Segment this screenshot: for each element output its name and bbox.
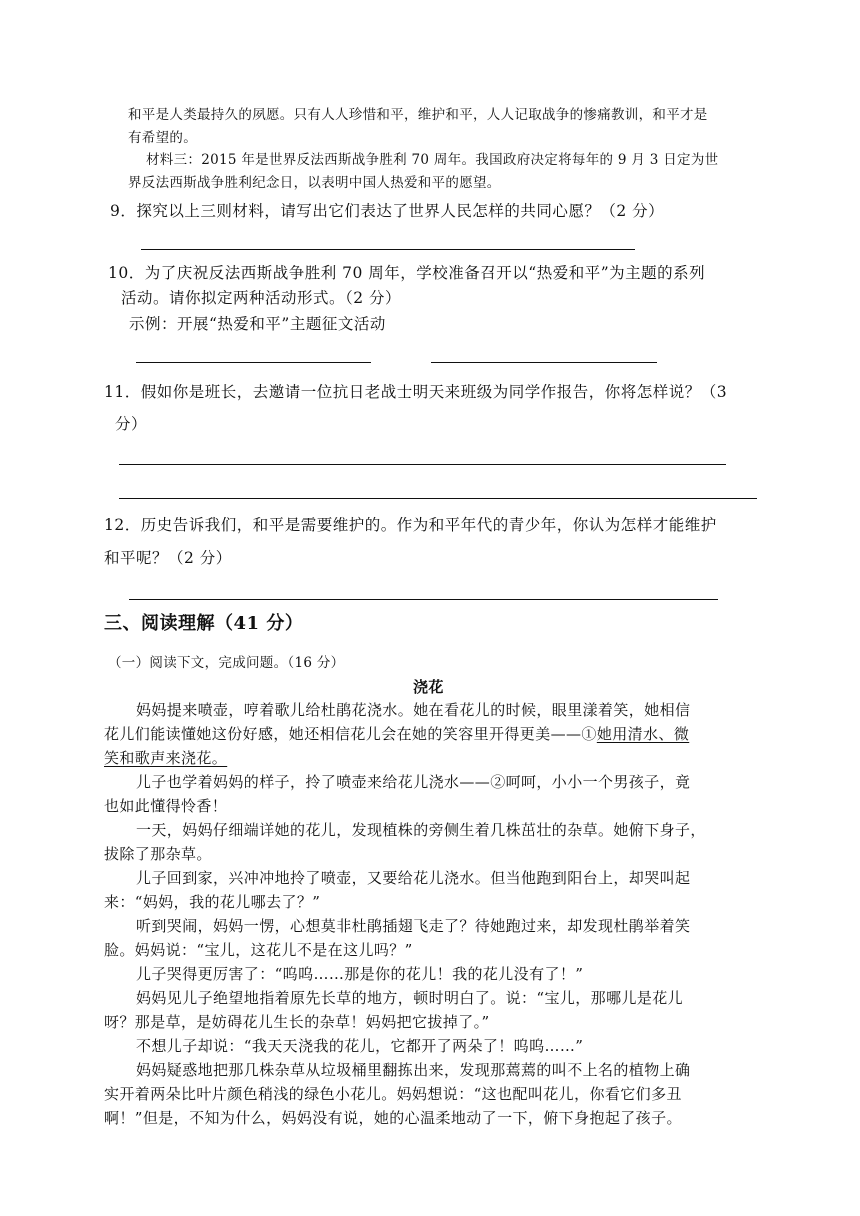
question-10-line-1: 10．为了庆祝反法西斯战争胜利 70 周年，学校准备召开以“热爱和平”为主题的系列 bbox=[108, 264, 706, 282]
story-p3-line-1: 一天，妈妈仔细端详她的花儿，发现植株的旁侧生着几株茁壮的杂草。她俯下身子， bbox=[136, 821, 706, 839]
answer-line-q10-b[interactable] bbox=[431, 362, 657, 363]
material-2-line-1: 和平是人类最持久的夙愿。只有人人珍惜和平，维护和平，人人记取战争的惨痛教训，和平才是 bbox=[128, 107, 708, 123]
story-p1-line-2 bbox=[104, 722, 689, 746]
story-p8-line-1: 不想儿子却说：“我天天浇我的花儿，它都开了两朵了！呜呜……” bbox=[136, 1037, 584, 1055]
question-12-line-2: 和平呢？（2 分） bbox=[104, 549, 232, 567]
story-p2-line-1: 儿子也学着妈妈的样子，拎了喷壶来给花儿浇水——②呵呵，小小一个男孩子，竟 bbox=[136, 773, 691, 791]
story-p7-line-2: 呀？那是草，是妨碍花儿生长的杂草！妈妈把它拔掉了。” bbox=[104, 1013, 490, 1031]
material-3-line-1: 材料三：2015 年是世界反法西斯战争胜利 70 周年。我国政府决定将每年的 9 月 3 日定为世 bbox=[146, 152, 719, 168]
question-10-example: 示例：开展“热爱和平”主题征文活动 bbox=[129, 315, 386, 333]
answer-line-q9[interactable] bbox=[141, 249, 635, 250]
story-p5-line-1: 听到哭闹，妈妈一愣，心想莫非杜鹃插翅飞走了？待她跑过来，却发现杜鹃举着笑 bbox=[136, 917, 691, 935]
answer-line-q11-b[interactable] bbox=[119, 498, 757, 499]
underlined-sentence-1a: 她用清水、微 bbox=[596, 725, 690, 743]
material-3-line-2: 界反法西斯战争胜利纪念日，以表明中国人热爱和平的愿望。 bbox=[128, 175, 501, 191]
story-p1-line-1: 妈妈提来喷壶，哼着歌儿给杜鹃花浇水。她在看花儿的时候，眼里漾着笑，她相信 bbox=[136, 701, 691, 719]
passage-title: 浇花 bbox=[413, 678, 444, 696]
story-p3-line-2: 拔除了那杂草。 bbox=[104, 845, 212, 863]
story-p4-line-2: 来：“妈妈，我的花儿哪去了？” bbox=[104, 893, 321, 911]
story-p6-line-1: 儿子哭得更厉害了：“呜呜……那是你的花儿！我的花儿没有了！” bbox=[136, 965, 584, 983]
material-2-line-2: 有希望的。 bbox=[128, 130, 197, 146]
question-9: 9．探究以上三则材料，请写出它们表达了世界人民怎样的共同心愿？（2 分） bbox=[110, 202, 665, 220]
question-12-line-1: 12．历史告诉我们，和平是需要维护的。作为和平年代的青少年，你认为怎样才能维护 bbox=[104, 516, 717, 534]
answer-line-q12[interactable] bbox=[129, 599, 718, 600]
answer-line-q10-a[interactable] bbox=[136, 362, 371, 363]
story-p9-line-3: 啊！”但是，不知为什么，妈妈没有说，她的心温柔地动了一下，俯下身抱起了孩子。 bbox=[104, 1109, 682, 1127]
section-heading: 三、阅读理解（41 分） bbox=[104, 613, 304, 634]
story-p9-line-2: 实开着两朵比叶片颜色稍浅的绿色小花儿。妈妈想说：“这也配叫花儿，你看它们多丑 bbox=[104, 1085, 682, 1103]
story-p7-line-1: 妈妈见儿子绝望地指着原先长草的地方，顿时明白了。说：“宝儿，那哪儿是花儿 bbox=[136, 989, 684, 1007]
story-p2-line-2: 也如此懂得怜香！ bbox=[104, 797, 228, 815]
story-p4-line-1: 儿子回到家，兴冲冲地拎了喷壶，又要给花儿浇水。但当他跑到阳台上，却哭叫起 bbox=[136, 869, 691, 887]
question-11-line-2: 分） bbox=[115, 415, 148, 433]
story-p9-line-1: 妈妈疑惑地把那几株杂草从垃圾桶里翻拣出来，发现那蔫蔫的叫不上名的植物上确 bbox=[136, 1061, 691, 1079]
underlined-sentence-1b: 笑和歌声来浇花。 bbox=[104, 749, 228, 767]
question-11-line-1: 11．假如你是班长，去邀请一位抗日老战士明天来班级为同学作报告，你将怎样说？（3 bbox=[104, 383, 728, 401]
part-1-instruction: （一）阅读下文，完成问题。（16 分） bbox=[108, 655, 345, 671]
story-p1-line-2-text: 花儿们能读懂她这份好感，她还相信花儿会在她的笑容里开得更美——① bbox=[104, 725, 597, 743]
story-p5-line-2: 脸。妈妈说：“宝儿，这花儿不是在这儿吗？” bbox=[104, 941, 413, 959]
question-10-line-2: 活动。请你拟定两种活动形式。（2 分） bbox=[121, 289, 402, 307]
answer-line-q11-a[interactable] bbox=[119, 464, 726, 465]
